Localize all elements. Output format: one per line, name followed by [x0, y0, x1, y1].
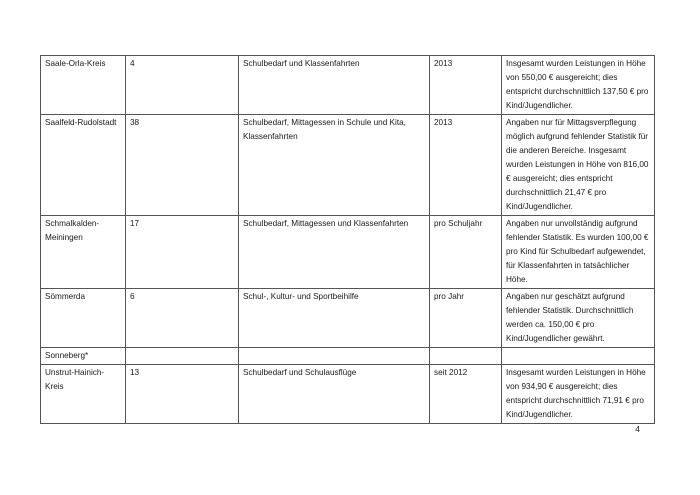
categories-cell: Schulbedarf und Klassenfahrten [239, 56, 430, 115]
region-cell: Sömmerda [41, 289, 126, 348]
region-cell: Saale-Orla-Kreis [41, 56, 126, 115]
count-cell: 4 [126, 56, 239, 115]
region-cell: Schmalkalden-Meiningen [41, 216, 126, 289]
categories-cell: Schulbedarf und Schulausflüge [239, 365, 430, 424]
table-row [41, 289, 655, 348]
count-cell [126, 348, 239, 365]
count-cell: 17 [126, 216, 239, 289]
note-cell: Angaben nur geschätzt aufgrund fehlender Statistik. Durchschnittlich werden ca. 150,00 € pro Kind/Jugendlicher gewährt. [502, 289, 655, 348]
categories-cell: Schulbedarf, Mittagessen und Klassenfahrten [239, 216, 430, 289]
note-cell [502, 348, 655, 365]
region-cell: Saalfeld-Rudolstadt [41, 115, 126, 216]
note-cell: Insgesamt wurden Leistungen in Höhe von 550,00 € ausgereicht; dies entspricht durchschnittlich 137,50 € pro Kind/Jugendlicher. [502, 56, 655, 115]
categories-cell: Schul-, Kultur- und Sportbeihilfe [239, 289, 430, 348]
table-row [41, 216, 655, 289]
benefits-table [40, 55, 655, 424]
region-cell: Sonneberg* [41, 348, 126, 365]
since-cell [430, 348, 502, 365]
since-cell: 2013 [430, 56, 502, 115]
count-cell: 13 [126, 365, 239, 424]
since-cell: pro Schuljahr [430, 216, 502, 289]
note-cell: Insgesamt wurden Leistungen in Höhe von 934,90 € ausgereicht; dies entspricht durchschnittlich 71,91 € pro Kind/Jugendlicher. [502, 365, 655, 424]
count-cell: 6 [126, 289, 239, 348]
since-cell: pro Jahr [430, 289, 502, 348]
table-row [41, 348, 655, 365]
table-row [41, 365, 655, 424]
since-cell: seit 2012 [430, 365, 502, 424]
page-number: 4 [635, 424, 640, 434]
since-cell: 2013 [430, 115, 502, 216]
categories-cell [239, 348, 430, 365]
region-cell: Unstrut-Hainich-Kreis [41, 365, 126, 424]
note-cell: Angaben nur für Mittagsverpflegung möglich aufgrund fehlender Statistik für die anderen Bereiche. Insgesamt wurden Leistungen in Höhe von 816,00 € ausgereicht; dies entspricht durchschnittlich 21,47 € pro Kind/Jugendlicher. [502, 115, 655, 216]
table-row [41, 56, 655, 115]
table-row [41, 115, 655, 216]
note-cell: Angaben nur unvollständig aufgrund fehlender Statistik. Es wurden 100,00 € pro Kind für Schulbedarf aufgewendet, für Klassenfahrten in tatsächlicher Höhe. [502, 216, 655, 289]
count-cell: 38 [126, 115, 239, 216]
categories-cell: Schulbedarf, Mittagessen in Schule und Kita, Klassenfahrten [239, 115, 430, 216]
